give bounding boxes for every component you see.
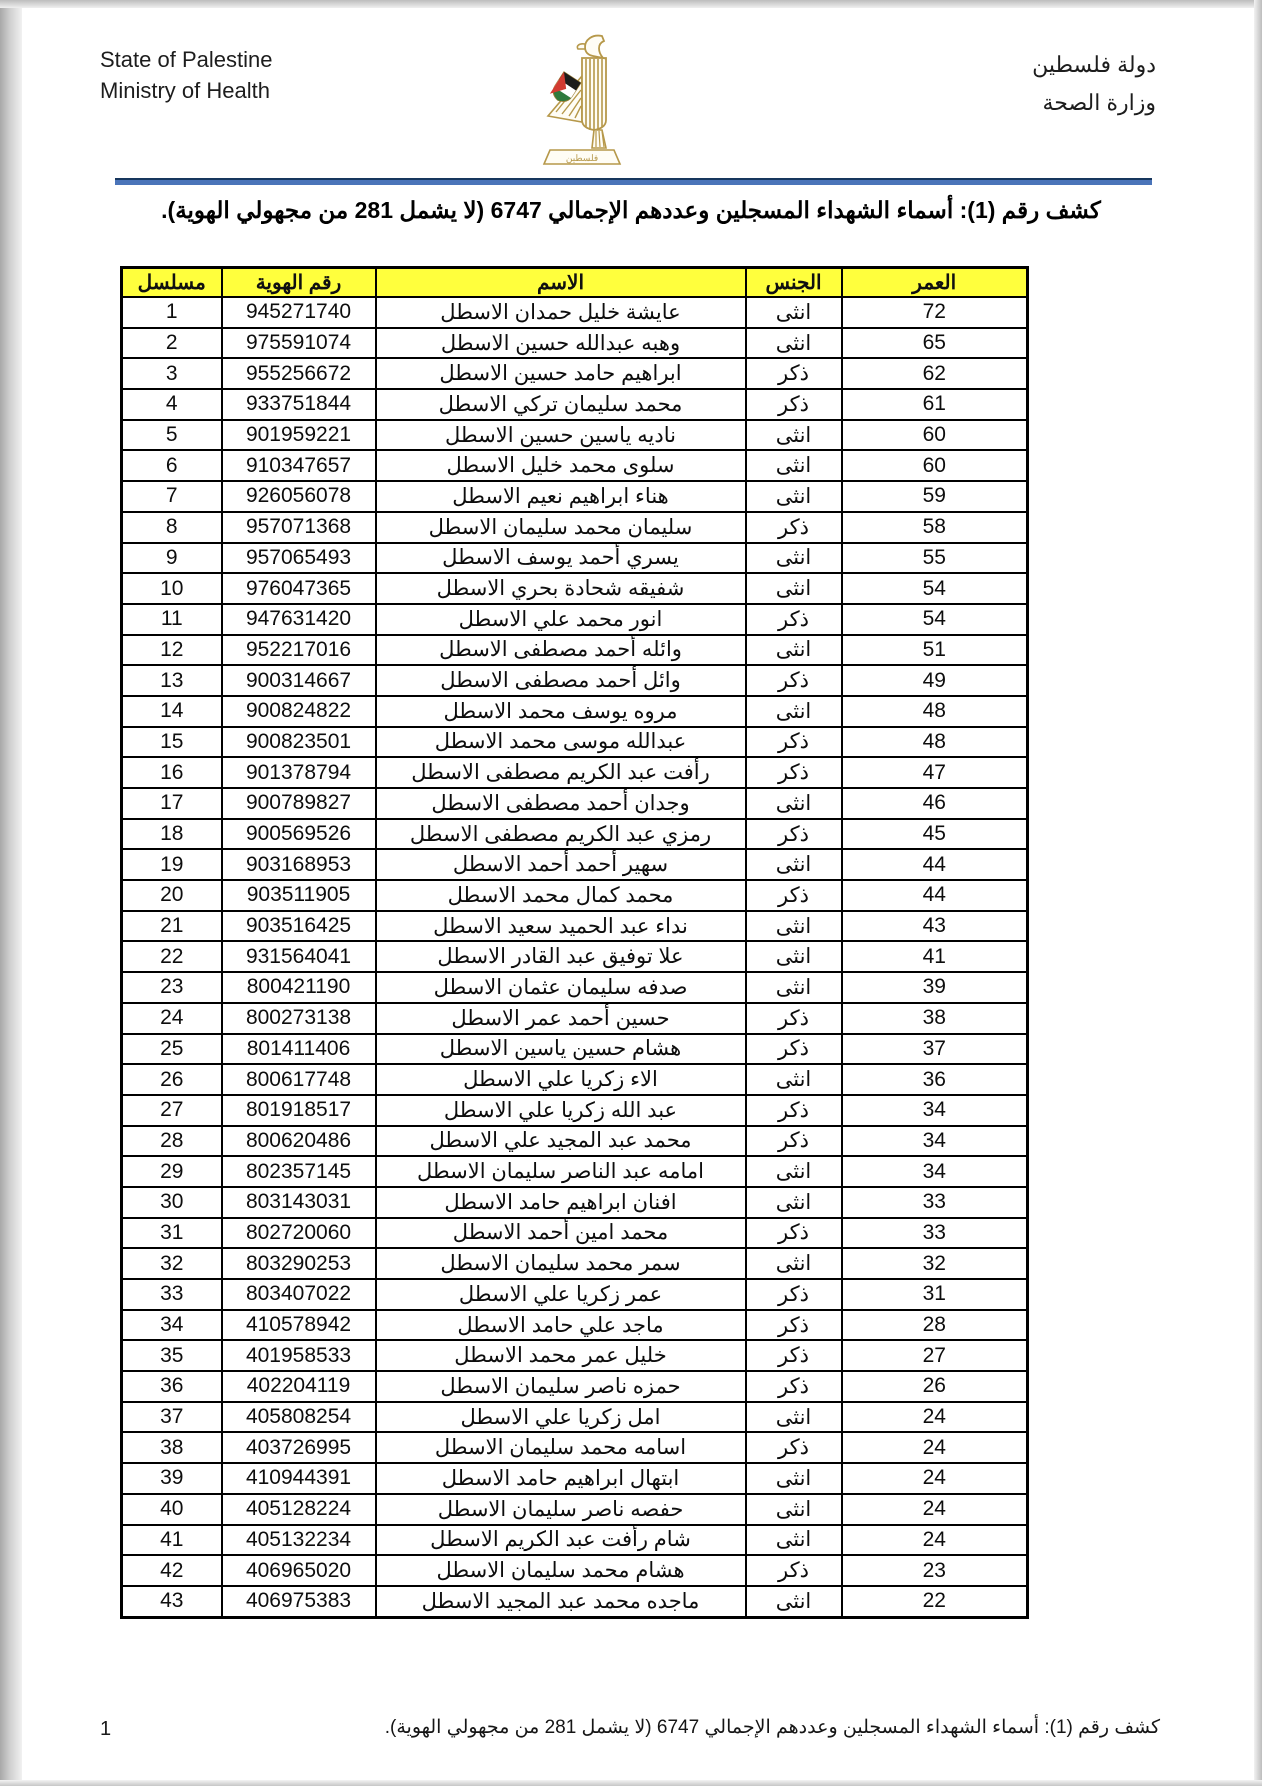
serial-cell: 29 — [122, 1156, 222, 1187]
age-cell: 45 — [842, 819, 1028, 850]
age-cell: 34 — [842, 1095, 1028, 1126]
table-row — [122, 1463, 1028, 1494]
gender-cell: ذكر — [746, 1371, 842, 1402]
martyrs-table — [120, 266, 1029, 1619]
age-cell: 24 — [842, 1525, 1028, 1556]
gender-cell: ذكر — [746, 880, 842, 911]
table-row — [122, 1218, 1028, 1249]
age-cell: 58 — [842, 512, 1028, 543]
table-row — [122, 1586, 1028, 1617]
serial-cell: 16 — [122, 757, 222, 788]
gender-cell: انثى — [746, 1494, 842, 1525]
gender-cell: انثى — [746, 635, 842, 666]
serial-cell: 35 — [122, 1340, 222, 1371]
name-cell: رأفت عبد الكريم مصطفى الاسطل — [376, 757, 746, 788]
table-row — [122, 727, 1028, 758]
table-row — [122, 1064, 1028, 1095]
serial-cell: 24 — [122, 1003, 222, 1034]
name-cell: وجدان أحمد مصطفى الاسطل — [376, 788, 746, 819]
age-cell: 23 — [842, 1555, 1028, 1586]
scan-edge-bottom — [0, 1780, 1262, 1786]
table-row — [122, 604, 1028, 635]
name-cell: سمر محمد سليمان الاسطل — [376, 1248, 746, 1279]
name-cell: يسري أحمد يوسف الاسطل — [376, 543, 746, 574]
id-number-cell: 800620486 — [222, 1126, 376, 1157]
ministry-of-health-label: Ministry of Health — [100, 78, 270, 103]
age-cell: 59 — [842, 481, 1028, 512]
emblem-banner-text: فلسطين — [565, 153, 599, 163]
serial-cell: 5 — [122, 420, 222, 451]
name-cell: حفصه ناصر سليمان الاسطل — [376, 1494, 746, 1525]
table-row — [122, 880, 1028, 911]
gender-cell: ذكر — [746, 819, 842, 850]
id-number-cell: 800273138 — [222, 1003, 376, 1034]
age-cell: 27 — [842, 1340, 1028, 1371]
table-row — [122, 297, 1028, 328]
gender-cell: انثى — [746, 573, 842, 604]
age-cell: 60 — [842, 450, 1028, 481]
name-cell: محمد سليمان تركي الاسطل — [376, 389, 746, 420]
name-cell: محمد امين أحمد الاسطل — [376, 1218, 746, 1249]
name-cell: مروه يوسف محمد الاسطل — [376, 696, 746, 727]
scan-edge-top — [0, 0, 1262, 8]
gender-cell: ذكر — [746, 1095, 842, 1126]
gender-cell: ذكر — [746, 1555, 842, 1586]
name-cell: وائل أحمد مصطفى الاسطل — [376, 665, 746, 696]
id-number-cell: 947631420 — [222, 604, 376, 635]
serial-cell: 31 — [122, 1218, 222, 1249]
table-row — [122, 358, 1028, 389]
id-number-cell: 800617748 — [222, 1064, 376, 1095]
id-number-column-header: رقم الهوية — [222, 268, 376, 298]
gender-cell: ذكر — [746, 665, 842, 696]
serial-cell: 30 — [122, 1187, 222, 1218]
name-cell: وهبه عبدالله حسين الاسطل — [376, 328, 746, 359]
gender-cell: انثى — [746, 941, 842, 972]
id-number-cell: 803290253 — [222, 1248, 376, 1279]
gender-cell: انثى — [746, 911, 842, 942]
gender-cell: انثى — [746, 1187, 842, 1218]
header-divider-rule — [115, 178, 1152, 185]
serial-cell: 4 — [122, 389, 222, 420]
name-cell: محمد كمال محمد الاسطل — [376, 880, 746, 911]
table-row — [122, 1126, 1028, 1157]
gender-cell: انثى — [746, 788, 842, 819]
age-cell: 34 — [842, 1156, 1028, 1187]
serial-cell: 41 — [122, 1525, 222, 1556]
gender-cell: ذكر — [746, 1034, 842, 1065]
age-cell: 24 — [842, 1463, 1028, 1494]
name-cell: الاء زكريا علي الاسطل — [376, 1064, 746, 1095]
serial-cell: 6 — [122, 450, 222, 481]
age-cell: 44 — [842, 849, 1028, 880]
table-row — [122, 1095, 1028, 1126]
name-cell: حمزه ناصر سليمان الاسطل — [376, 1371, 746, 1402]
table-row — [122, 1525, 1028, 1556]
id-number-cell: 901378794 — [222, 757, 376, 788]
serial-cell: 22 — [122, 941, 222, 972]
table-row — [122, 1494, 1028, 1525]
name-cell: عايشة خليل حمدان الاسطل — [376, 297, 746, 328]
name-cell: شفيقه شحادة بحري الاسطل — [376, 573, 746, 604]
gender-cell: ذكر — [746, 512, 842, 543]
serial-cell: 12 — [122, 635, 222, 666]
table-row — [122, 696, 1028, 727]
table-row — [122, 328, 1028, 359]
id-number-cell: 900314667 — [222, 665, 376, 696]
serial-cell: 39 — [122, 1463, 222, 1494]
serial-cell: 8 — [122, 512, 222, 543]
gender-cell: ذكر — [746, 1432, 842, 1463]
age-cell: 48 — [842, 727, 1028, 758]
page-number: 1 — [100, 1718, 112, 1740]
gender-cell: ذكر — [746, 1340, 842, 1371]
serial-cell: 21 — [122, 911, 222, 942]
table-row — [122, 1310, 1028, 1341]
table-row — [122, 1279, 1028, 1310]
table-row — [122, 1340, 1028, 1371]
age-cell: 32 — [842, 1248, 1028, 1279]
id-number-cell: 405808254 — [222, 1402, 376, 1433]
age-cell: 60 — [842, 420, 1028, 451]
id-number-cell: 405128224 — [222, 1494, 376, 1525]
serial-cell: 36 — [122, 1371, 222, 1402]
serial-cell: 17 — [122, 788, 222, 819]
gender-cell: ذكر — [746, 1310, 842, 1341]
age-cell: 55 — [842, 543, 1028, 574]
age-cell: 38 — [842, 1003, 1028, 1034]
age-cell: 65 — [842, 328, 1028, 359]
id-number-cell: 955256672 — [222, 358, 376, 389]
gender-cell: ذكر — [746, 727, 842, 758]
age-cell: 41 — [842, 941, 1028, 972]
id-number-cell: 901959221 — [222, 420, 376, 451]
name-cell: ابراهيم حامد حسين الاسطل — [376, 358, 746, 389]
name-cell: افنان ابراهيم حامد الاسطل — [376, 1187, 746, 1218]
table-header-row — [122, 268, 1028, 298]
id-number-cell: 957065493 — [222, 543, 376, 574]
gender-cell: انثى — [746, 972, 842, 1003]
gender-cell: انثى — [746, 696, 842, 727]
age-cell: 31 — [842, 1279, 1028, 1310]
id-number-cell: 957071368 — [222, 512, 376, 543]
gender-cell: انثى — [746, 849, 842, 880]
serial-cell: 23 — [122, 972, 222, 1003]
name-cell: حسين أحمد عمر الاسطل — [376, 1003, 746, 1034]
id-number-cell: 406965020 — [222, 1555, 376, 1586]
scan-edge-right — [1254, 0, 1262, 1786]
name-cell: شام رأفت عبد الكريم الاسطل — [376, 1525, 746, 1556]
serial-column-header: مسلسل — [122, 268, 222, 298]
gender-cell: انثى — [746, 328, 842, 359]
table-row — [122, 972, 1028, 1003]
table-row — [122, 1156, 1028, 1187]
serial-cell: 20 — [122, 880, 222, 911]
serial-cell: 40 — [122, 1494, 222, 1525]
age-cell: 33 — [842, 1218, 1028, 1249]
age-cell: 47 — [842, 757, 1028, 788]
serial-cell: 43 — [122, 1586, 222, 1617]
age-cell: 72 — [842, 297, 1028, 328]
gender-cell: انثى — [746, 1525, 842, 1556]
gender-cell: ذكر — [746, 1126, 842, 1157]
name-cell: نداء عبد الحميد سعيد الاسطل — [376, 911, 746, 942]
serial-cell: 15 — [122, 727, 222, 758]
age-cell: 26 — [842, 1371, 1028, 1402]
table-row — [122, 1034, 1028, 1065]
table-row — [122, 1555, 1028, 1586]
table-row — [122, 1432, 1028, 1463]
age-column-header: العمر — [842, 268, 1028, 298]
serial-cell: 37 — [122, 1402, 222, 1433]
gender-cell: انثى — [746, 481, 842, 512]
serial-cell: 3 — [122, 358, 222, 389]
id-number-cell: 931564041 — [222, 941, 376, 972]
age-cell: 49 — [842, 665, 1028, 696]
table-row — [122, 420, 1028, 451]
serial-cell: 11 — [122, 604, 222, 635]
table-row — [122, 757, 1028, 788]
id-number-cell: 406975383 — [222, 1586, 376, 1617]
gender-cell: ذكر — [746, 1218, 842, 1249]
id-number-cell: 800421190 — [222, 972, 376, 1003]
table-row — [122, 389, 1028, 420]
name-cell: انور محمد علي الاسطل — [376, 604, 746, 635]
gender-cell: انثى — [746, 543, 842, 574]
table-row — [122, 1402, 1028, 1433]
age-cell: 28 — [842, 1310, 1028, 1341]
serial-cell: 25 — [122, 1034, 222, 1065]
name-cell: هشام حسين ياسين الاسطل — [376, 1034, 746, 1065]
gender-cell: ذكر — [746, 757, 842, 788]
id-number-cell: 976047365 — [222, 573, 376, 604]
palestine-eagle-emblem-icon — [536, 32, 628, 168]
table-row — [122, 512, 1028, 543]
serial-cell: 7 — [122, 481, 222, 512]
age-cell: 54 — [842, 604, 1028, 635]
serial-cell: 14 — [122, 696, 222, 727]
id-number-cell: 903516425 — [222, 911, 376, 942]
table-row — [122, 849, 1028, 880]
id-number-cell: 401958533 — [222, 1340, 376, 1371]
id-number-cell: 926056078 — [222, 481, 376, 512]
gender-cell: ذكر — [746, 389, 842, 420]
name-cell: خليل عمر محمد الاسطل — [376, 1340, 746, 1371]
table-row — [122, 635, 1028, 666]
table-row — [122, 665, 1028, 696]
name-cell: رمزي عبد الكريم مصطفى الاسطل — [376, 819, 746, 850]
name-cell: سليمان محمد سليمان الاسطل — [376, 512, 746, 543]
name-cell: امل زكريا علي الاسطل — [376, 1402, 746, 1433]
serial-cell: 34 — [122, 1310, 222, 1341]
name-cell: عمر زكريا علي الاسطل — [376, 1279, 746, 1310]
id-number-cell: 952217016 — [222, 635, 376, 666]
name-cell: سلوى محمد خليل الاسطل — [376, 450, 746, 481]
id-number-cell: 910347657 — [222, 450, 376, 481]
gender-cell: انثى — [746, 1586, 842, 1617]
id-number-cell: 403726995 — [222, 1432, 376, 1463]
id-number-cell: 402204119 — [222, 1371, 376, 1402]
age-cell: 54 — [842, 573, 1028, 604]
table-row — [122, 1371, 1028, 1402]
name-cell: ماجده محمد عبد المجيد الاسطل — [376, 1586, 746, 1617]
age-cell: 61 — [842, 389, 1028, 420]
gender-cell: ذكر — [746, 604, 842, 635]
age-cell: 48 — [842, 696, 1028, 727]
gender-cell: انثى — [746, 297, 842, 328]
table-body — [122, 297, 1028, 1617]
serial-cell: 19 — [122, 849, 222, 880]
name-cell: محمد عبد المجيد علي الاسطل — [376, 1126, 746, 1157]
table-row — [122, 1003, 1028, 1034]
gender-cell: انثى — [746, 1064, 842, 1095]
serial-cell: 32 — [122, 1248, 222, 1279]
age-cell: 33 — [842, 1187, 1028, 1218]
table-row — [122, 819, 1028, 850]
id-number-cell: 945271740 — [222, 297, 376, 328]
age-cell: 24 — [842, 1402, 1028, 1433]
gender-cell: ذكر — [746, 1279, 842, 1310]
age-cell: 24 — [842, 1494, 1028, 1525]
id-number-cell: 410944391 — [222, 1463, 376, 1494]
name-cell: وائله أحمد مصطفى الاسطل — [376, 635, 746, 666]
id-number-cell: 900823501 — [222, 727, 376, 758]
id-number-cell: 801918517 — [222, 1095, 376, 1126]
name-cell: عبدالله موسى محمد الاسطل — [376, 727, 746, 758]
id-number-cell: 933751844 — [222, 389, 376, 420]
gender-cell: انثى — [746, 1248, 842, 1279]
footer-title-text: كشف رقم (1): أسماء الشهداء المسجلين وعددهم الإجمالي 6747 (لا يشمل 281 من مجهولي الهوية). — [384, 1717, 1160, 1738]
age-cell: 51 — [842, 635, 1028, 666]
table-row — [122, 450, 1028, 481]
serial-cell: 2 — [122, 328, 222, 359]
serial-cell: 33 — [122, 1279, 222, 1310]
id-number-cell: 410578942 — [222, 1310, 376, 1341]
arabic-ministry-label: وزارة الصحة — [1042, 90, 1156, 115]
id-number-cell: 900569526 — [222, 819, 376, 850]
age-cell: 39 — [842, 972, 1028, 1003]
name-cell: سهير أحمد أحمد الاسطل — [376, 849, 746, 880]
name-cell: هشام محمد سليمان الاسطل — [376, 1555, 746, 1586]
serial-cell: 18 — [122, 819, 222, 850]
table-row — [122, 543, 1028, 574]
arabic-state-label: دولة فلسطين — [1032, 52, 1156, 77]
name-cell: علا توفيق عبد القادر الاسطل — [376, 941, 746, 972]
name-cell: ناديه ياسين حسين الاسطل — [376, 420, 746, 451]
age-cell: 34 — [842, 1126, 1028, 1157]
name-cell: صدفه سليمان عثمان الاسطل — [376, 972, 746, 1003]
age-cell: 22 — [842, 1586, 1028, 1617]
name-column-header: الاسم — [376, 268, 746, 298]
table-row — [122, 941, 1028, 972]
age-cell: 24 — [842, 1432, 1028, 1463]
id-number-cell: 900824822 — [222, 696, 376, 727]
name-cell: ابتهال ابراهيم حامد الاسطل — [376, 1463, 746, 1494]
age-cell: 44 — [842, 880, 1028, 911]
id-number-cell: 900789827 — [222, 788, 376, 819]
age-cell: 43 — [842, 911, 1028, 942]
english-letterhead — [100, 44, 272, 106]
serial-cell: 42 — [122, 1555, 222, 1586]
id-number-cell: 802720060 — [222, 1218, 376, 1249]
id-number-cell: 405132234 — [222, 1525, 376, 1556]
gender-cell: ذكر — [746, 1003, 842, 1034]
table-row — [122, 1187, 1028, 1218]
gender-cell: انثى — [746, 1463, 842, 1494]
state-of-palestine-label: State of Palestine — [100, 47, 273, 72]
gender-column-header: الجنس — [746, 268, 842, 298]
table-row — [122, 481, 1028, 512]
serial-cell: 10 — [122, 573, 222, 604]
gender-cell: انثى — [746, 420, 842, 451]
serial-cell: 26 — [122, 1064, 222, 1095]
name-cell: ماجد علي حامد الاسطل — [376, 1310, 746, 1341]
name-cell: عبد الله زكريا علي الاسطل — [376, 1095, 746, 1126]
id-number-cell: 803407022 — [222, 1279, 376, 1310]
table-row — [122, 573, 1028, 604]
age-cell: 36 — [842, 1064, 1028, 1095]
serial-cell: 13 — [122, 665, 222, 696]
scan-edge-left — [0, 0, 22, 1786]
age-cell: 37 — [842, 1034, 1028, 1065]
name-cell: امامه عبد الناصر سليمان الاسطل — [376, 1156, 746, 1187]
gender-cell: انثى — [746, 450, 842, 481]
age-cell: 62 — [842, 358, 1028, 389]
document-title: كشف رقم (1): أسماء الشهداء المسجلين وعددهم الإجمالي 6747 (لا يشمل 281 من مجهولي الهوية). — [161, 197, 1101, 223]
table-row — [122, 1248, 1028, 1279]
id-number-cell: 903511905 — [222, 880, 376, 911]
id-number-cell: 975591074 — [222, 328, 376, 359]
serial-cell: 1 — [122, 297, 222, 328]
arabic-letterhead — [1032, 46, 1156, 122]
id-number-cell: 903168953 — [222, 849, 376, 880]
id-number-cell: 801411406 — [222, 1034, 376, 1065]
table-row — [122, 788, 1028, 819]
name-cell: اسامه محمد سليمان الاسطل — [376, 1432, 746, 1463]
gender-cell: انثى — [746, 1402, 842, 1433]
serial-cell: 9 — [122, 543, 222, 574]
serial-cell: 38 — [122, 1432, 222, 1463]
gender-cell: انثى — [746, 1156, 842, 1187]
table-row — [122, 911, 1028, 942]
serial-cell: 28 — [122, 1126, 222, 1157]
id-number-cell: 803143031 — [222, 1187, 376, 1218]
age-cell: 46 — [842, 788, 1028, 819]
serial-cell: 27 — [122, 1095, 222, 1126]
gender-cell: ذكر — [746, 358, 842, 389]
name-cell: هناء ابراهيم نعيم الاسطل — [376, 481, 746, 512]
id-number-cell: 802357145 — [222, 1156, 376, 1187]
